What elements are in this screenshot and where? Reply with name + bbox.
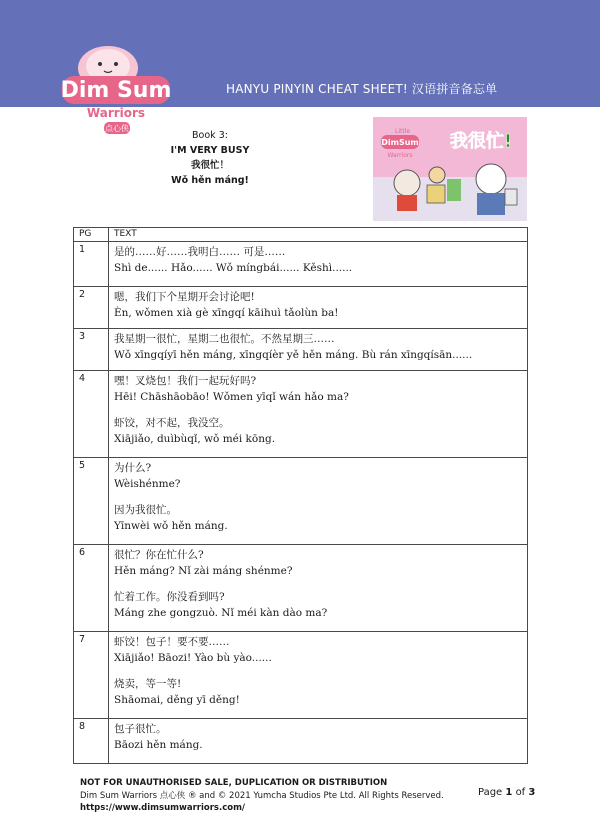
pinyin-line: Hēi! Chāshāobāo! Wǒmen yīqǐ wán hǎo ma? [114,391,349,403]
table-row [74,371,528,458]
table-row [74,458,528,545]
page-number: 2 [74,287,109,329]
chinese-line: 忙着工作。你没看到吗? [114,591,225,603]
table-header-row [74,228,528,242]
current-page: 1 [505,787,513,798]
pinyin-line: Bāozi hěn máng. [114,739,203,751]
svg-text:Dim Sum: Dim Sum [60,78,172,103]
text-cell [109,458,528,545]
pinyin-line: Hěn máng? Nǐ zài máng shénme? [114,565,293,577]
pinyin-line: Wèishénme? [114,478,181,490]
page-number: 7 [74,632,109,719]
website-link[interactable]: https://www.dimsumwarriors.com/ [80,803,246,813]
table-row [74,242,528,287]
pinyin-line: Wǒ xīngqíyī hěn máng, xīngqíèr yě hěn máng. Bù rán xīngqísān...... [114,349,473,361]
pinyin-line: Èn, wǒmen xià gè xīngqí kāihuì tǎolùn ba! [114,307,339,319]
text-cell [109,242,528,287]
book-cover-image [373,117,527,221]
chinese-line: 是的……好……我明白…… 可是…… [114,246,286,258]
total-pages: 3 [528,787,536,798]
table-row [74,719,528,764]
distribution-warning: NOT FOR UNAUTHORISED SALE, DUPLICATION OR DISTRIBUTION [80,778,388,788]
pinyin-line: Yīnwèi wǒ hěn máng. [114,520,228,532]
table-row [74,545,528,632]
footer [80,777,444,815]
table-row [74,287,528,329]
pinyin-line: Shāomai, děng yī děng! [114,694,240,706]
page-number: 6 [74,545,109,632]
book-info [150,128,270,188]
book-title-pinyin: Wǒ hěn máng! [171,175,249,186]
chinese-line: 嗯，我们下个星期开会讨论吧! [114,291,255,303]
book-number: Book 3: [192,130,228,141]
pinyin-line: Xiājiǎo, duìbùqǐ, wǒ méi kōng. [114,433,276,445]
page-number: 5 [74,458,109,545]
chinese-line: 包子很忙。 [114,723,167,735]
table-row [74,329,528,371]
page-title: HANYU PINYIN CHEAT SHEET! 汉语拼音备忘单 [226,82,498,96]
pinyin-line: Máng zhe gongzuò. Nǐ méi kàn dào ma? [114,607,328,619]
book-title-english: I'M VERY BUSY [170,145,250,156]
svg-text:点心侠: 点心侠 [105,124,129,133]
text-cell [109,719,528,764]
page-label: Page [478,787,503,798]
chinese-line: 嘿！叉烧包！我们一起玩好吗? [114,375,257,387]
chinese-line: 烧卖，等一等! [114,678,182,690]
page-number: 8 [74,719,109,764]
book-title-chinese: 我很忙！ [190,160,229,171]
dimsum-warriors-logo [58,38,178,138]
text-cell [109,632,528,719]
svg-text:Warriors: Warriors [387,152,413,159]
table-row [74,632,528,719]
svg-text:我很忙!: 我很忙! [449,131,513,152]
header-text: TEXT [109,228,528,242]
page-number: 4 [74,371,109,458]
page-indicator [478,787,535,798]
pinyin-table [73,227,528,764]
chinese-line: 很忙？你在忙什么? [114,549,204,561]
text-cell [109,287,528,329]
page-of: of [515,787,526,798]
svg-text:Little: Little [395,128,411,135]
chinese-line: 我星期一很忙，星期二也很忙。不然星期三…… [114,333,335,345]
page-number: 1 [74,242,109,287]
text-cell [109,371,528,458]
copyright-notice: Dim Sum Warriors 点心侠 ® and © 2021 Yumcha Studios Pte Ltd. All Rights Reserved. [80,790,444,801]
chinese-line: 为什么? [114,462,152,474]
svg-text:Warriors: Warriors [86,106,146,120]
header-pg: PG [74,228,109,242]
pinyin-line: Xiājiǎo! Bāozi! Yào bù yào...... [114,652,272,664]
svg-text:DimSum: DimSum [381,138,419,147]
pinyin-line: Shì de...... Hǎo...... Wǒ míngbái...... Kěshì...... [114,262,353,274]
chinese-line: 虾饺！包子！要不要…… [114,636,230,648]
page-number: 3 [74,329,109,371]
text-cell [109,329,528,371]
chinese-line: 因为我很忙。 [114,504,177,516]
text-cell [109,545,528,632]
chinese-line: 虾饺，对不起，我没空。 [114,417,230,429]
